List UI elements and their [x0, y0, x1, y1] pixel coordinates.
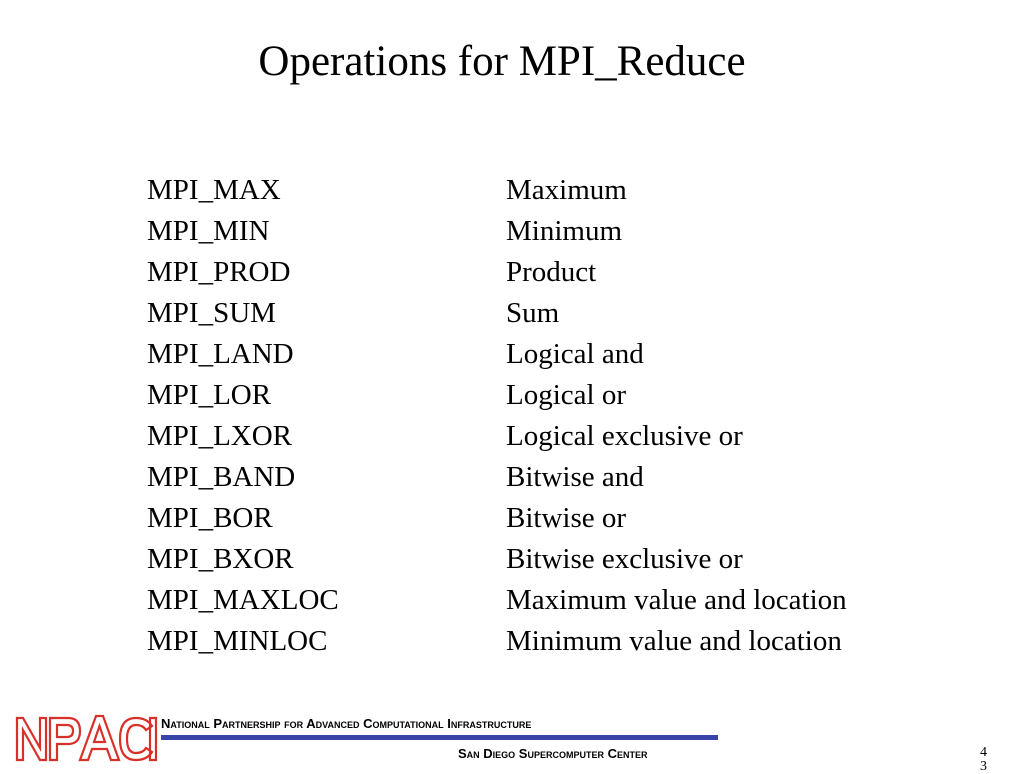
operation-description: Logical exclusive or: [506, 420, 743, 452]
operation-row: [147, 293, 947, 334]
operation-name: MPI_SUM: [147, 297, 276, 329]
operation-description: Sum: [506, 297, 560, 329]
footer-divider: [161, 735, 718, 740]
operation-row: [147, 457, 947, 498]
operation-row: [147, 416, 947, 457]
page-number: 43: [980, 745, 987, 774]
partnership-name: National Partnership for Advanced Computational Infrastructure: [161, 716, 532, 731]
operation-name: MPI_LOR: [147, 379, 272, 411]
npaci-logo: [14, 712, 158, 764]
slide-title: Operations for MPI_Reduce: [258, 38, 746, 85]
slide-footer: [0, 708, 1024, 774]
operation-name: MPI_BOR: [147, 502, 273, 534]
operation-description: Minimum: [506, 215, 623, 247]
operation-row: [147, 211, 947, 252]
operation-description: Logical or: [506, 379, 626, 411]
operation-name: MPI_PROD: [147, 256, 291, 288]
operation-name: MPI_LAND: [147, 338, 294, 370]
logo-text: NPACI: [86, 762, 89, 763]
operation-name: MPI_BAND: [147, 461, 296, 493]
operation-description: Bitwise or: [506, 502, 627, 534]
operation-name: MPI_MAX: [147, 174, 281, 206]
operation-name: MPI_MINLOC: [147, 625, 328, 657]
operation-name: MPI_MAXLOC: [147, 584, 339, 616]
operation-name: MPI_MIN: [147, 215, 270, 247]
operation-row: [147, 539, 947, 580]
operation-description: Bitwise exclusive or: [506, 543, 743, 575]
operation-name: MPI_LXOR: [147, 420, 293, 452]
operation-description: Maximum value and location: [506, 584, 847, 616]
operation-description: Maximum: [506, 174, 627, 206]
operation-row: [147, 252, 947, 293]
operation-description: Bitwise and: [506, 461, 644, 493]
operation-description: Product: [506, 256, 597, 288]
operation-description: Logical and: [506, 338, 644, 370]
operation-row: [147, 170, 947, 211]
operation-row: [147, 580, 947, 621]
center-name: San Diego Supercomputer Center: [458, 746, 648, 761]
operation-row: [147, 498, 947, 539]
operation-row: [147, 621, 947, 662]
operation-row: [147, 375, 947, 416]
operations-table: [147, 170, 947, 662]
operation-name: MPI_BXOR: [147, 543, 294, 575]
operation-description: Minimum value and location: [506, 625, 842, 657]
operation-row: [147, 334, 947, 375]
